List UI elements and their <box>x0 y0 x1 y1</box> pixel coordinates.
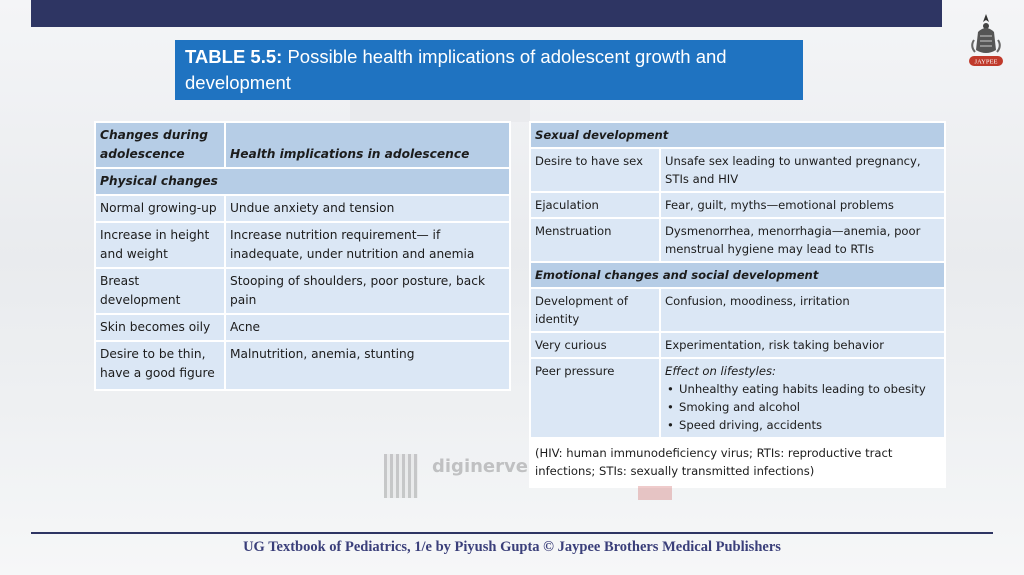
section-sexual-development: Sexual development <box>530 122 945 148</box>
section-emotional-social: Emotional changes and social development <box>530 262 945 288</box>
left-table-header <box>95 122 510 168</box>
table-number: TABLE 5.5: <box>185 46 283 67</box>
top-banner-bar <box>31 0 942 27</box>
effect-label: Effect on lifestyles: <box>665 364 776 378</box>
table-row: Normal growing-up Undue anxiety and tension <box>95 195 510 222</box>
qr-code-icon <box>384 454 418 498</box>
table-row: Menstruation Dysmenorrhea, menorrhagia—anemia, poor menstrual hygiene may lead to RTIs <box>530 218 945 262</box>
watermark-badge <box>638 486 672 500</box>
table-row: Very curious Experimentation, risk taking behavior <box>530 332 945 358</box>
watermark <box>380 448 680 504</box>
footer-credit: UG Textbook of Pediatrics, 1/e by Piyush Gupta © Jaypee Brothers Medical Publishers <box>243 539 781 555</box>
peer-pressure-effects <box>660 358 945 438</box>
jaypee-logo <box>966 10 1006 70</box>
right-table <box>529 121 946 488</box>
list-item: • Speed driving, accidents <box>667 416 940 434</box>
abbreviation-note: (HIV: human immunodeficiency virus; RTIs: reproductive tract infections; STIs: sexually transmitted infections) <box>530 438 945 487</box>
table-row: Skin becomes oily Acne <box>95 314 510 341</box>
list-item: • Smoking and alcohol <box>667 398 940 416</box>
svg-text:JAYPEE: JAYPEE <box>974 58 998 66</box>
jaypee-emblem-icon <box>966 10 1006 70</box>
background-decoration <box>350 100 530 122</box>
table-row: Desire to have sex Unsafe sex leading to unwanted pregnancy, STIs and HIV <box>530 148 945 192</box>
effects-list <box>665 380 940 434</box>
table-row: Development of identity Confusion, moodiness, irritation <box>530 288 945 332</box>
header-implications: Health implications in adolescence <box>225 122 510 168</box>
list-item: • Unhealthy eating habits leading to obesity <box>667 380 940 398</box>
table-row: Peer pressure Effect on lifestyles: • Unhealthy eating habits leading to obesity • Smoking and alcohol • Speed driving, accidents <box>530 358 945 438</box>
section-physical-changes: Physical changes <box>95 168 510 195</box>
table-row: Breast development Stooping of shoulders, poor posture, back pain <box>95 268 510 314</box>
left-table <box>94 121 511 391</box>
watermark-text: diginerve <box>432 456 528 477</box>
table-title <box>175 40 803 100</box>
header-changes: Changes during adolescence <box>95 122 225 168</box>
table-row: Increase in height and weight Increase nutrition requirement— if inadequate, under nutrition and anemia <box>95 222 510 268</box>
footer-divider <box>31 532 993 534</box>
table-title-text: Possible health implications of adolescent growth and development <box>185 46 727 93</box>
table-row: Desire to be thin, have a good figure Malnutrition, anemia, stunting <box>95 341 510 390</box>
table-row: Ejaculation Fear, guilt, myths—emotional problems <box>530 192 945 218</box>
